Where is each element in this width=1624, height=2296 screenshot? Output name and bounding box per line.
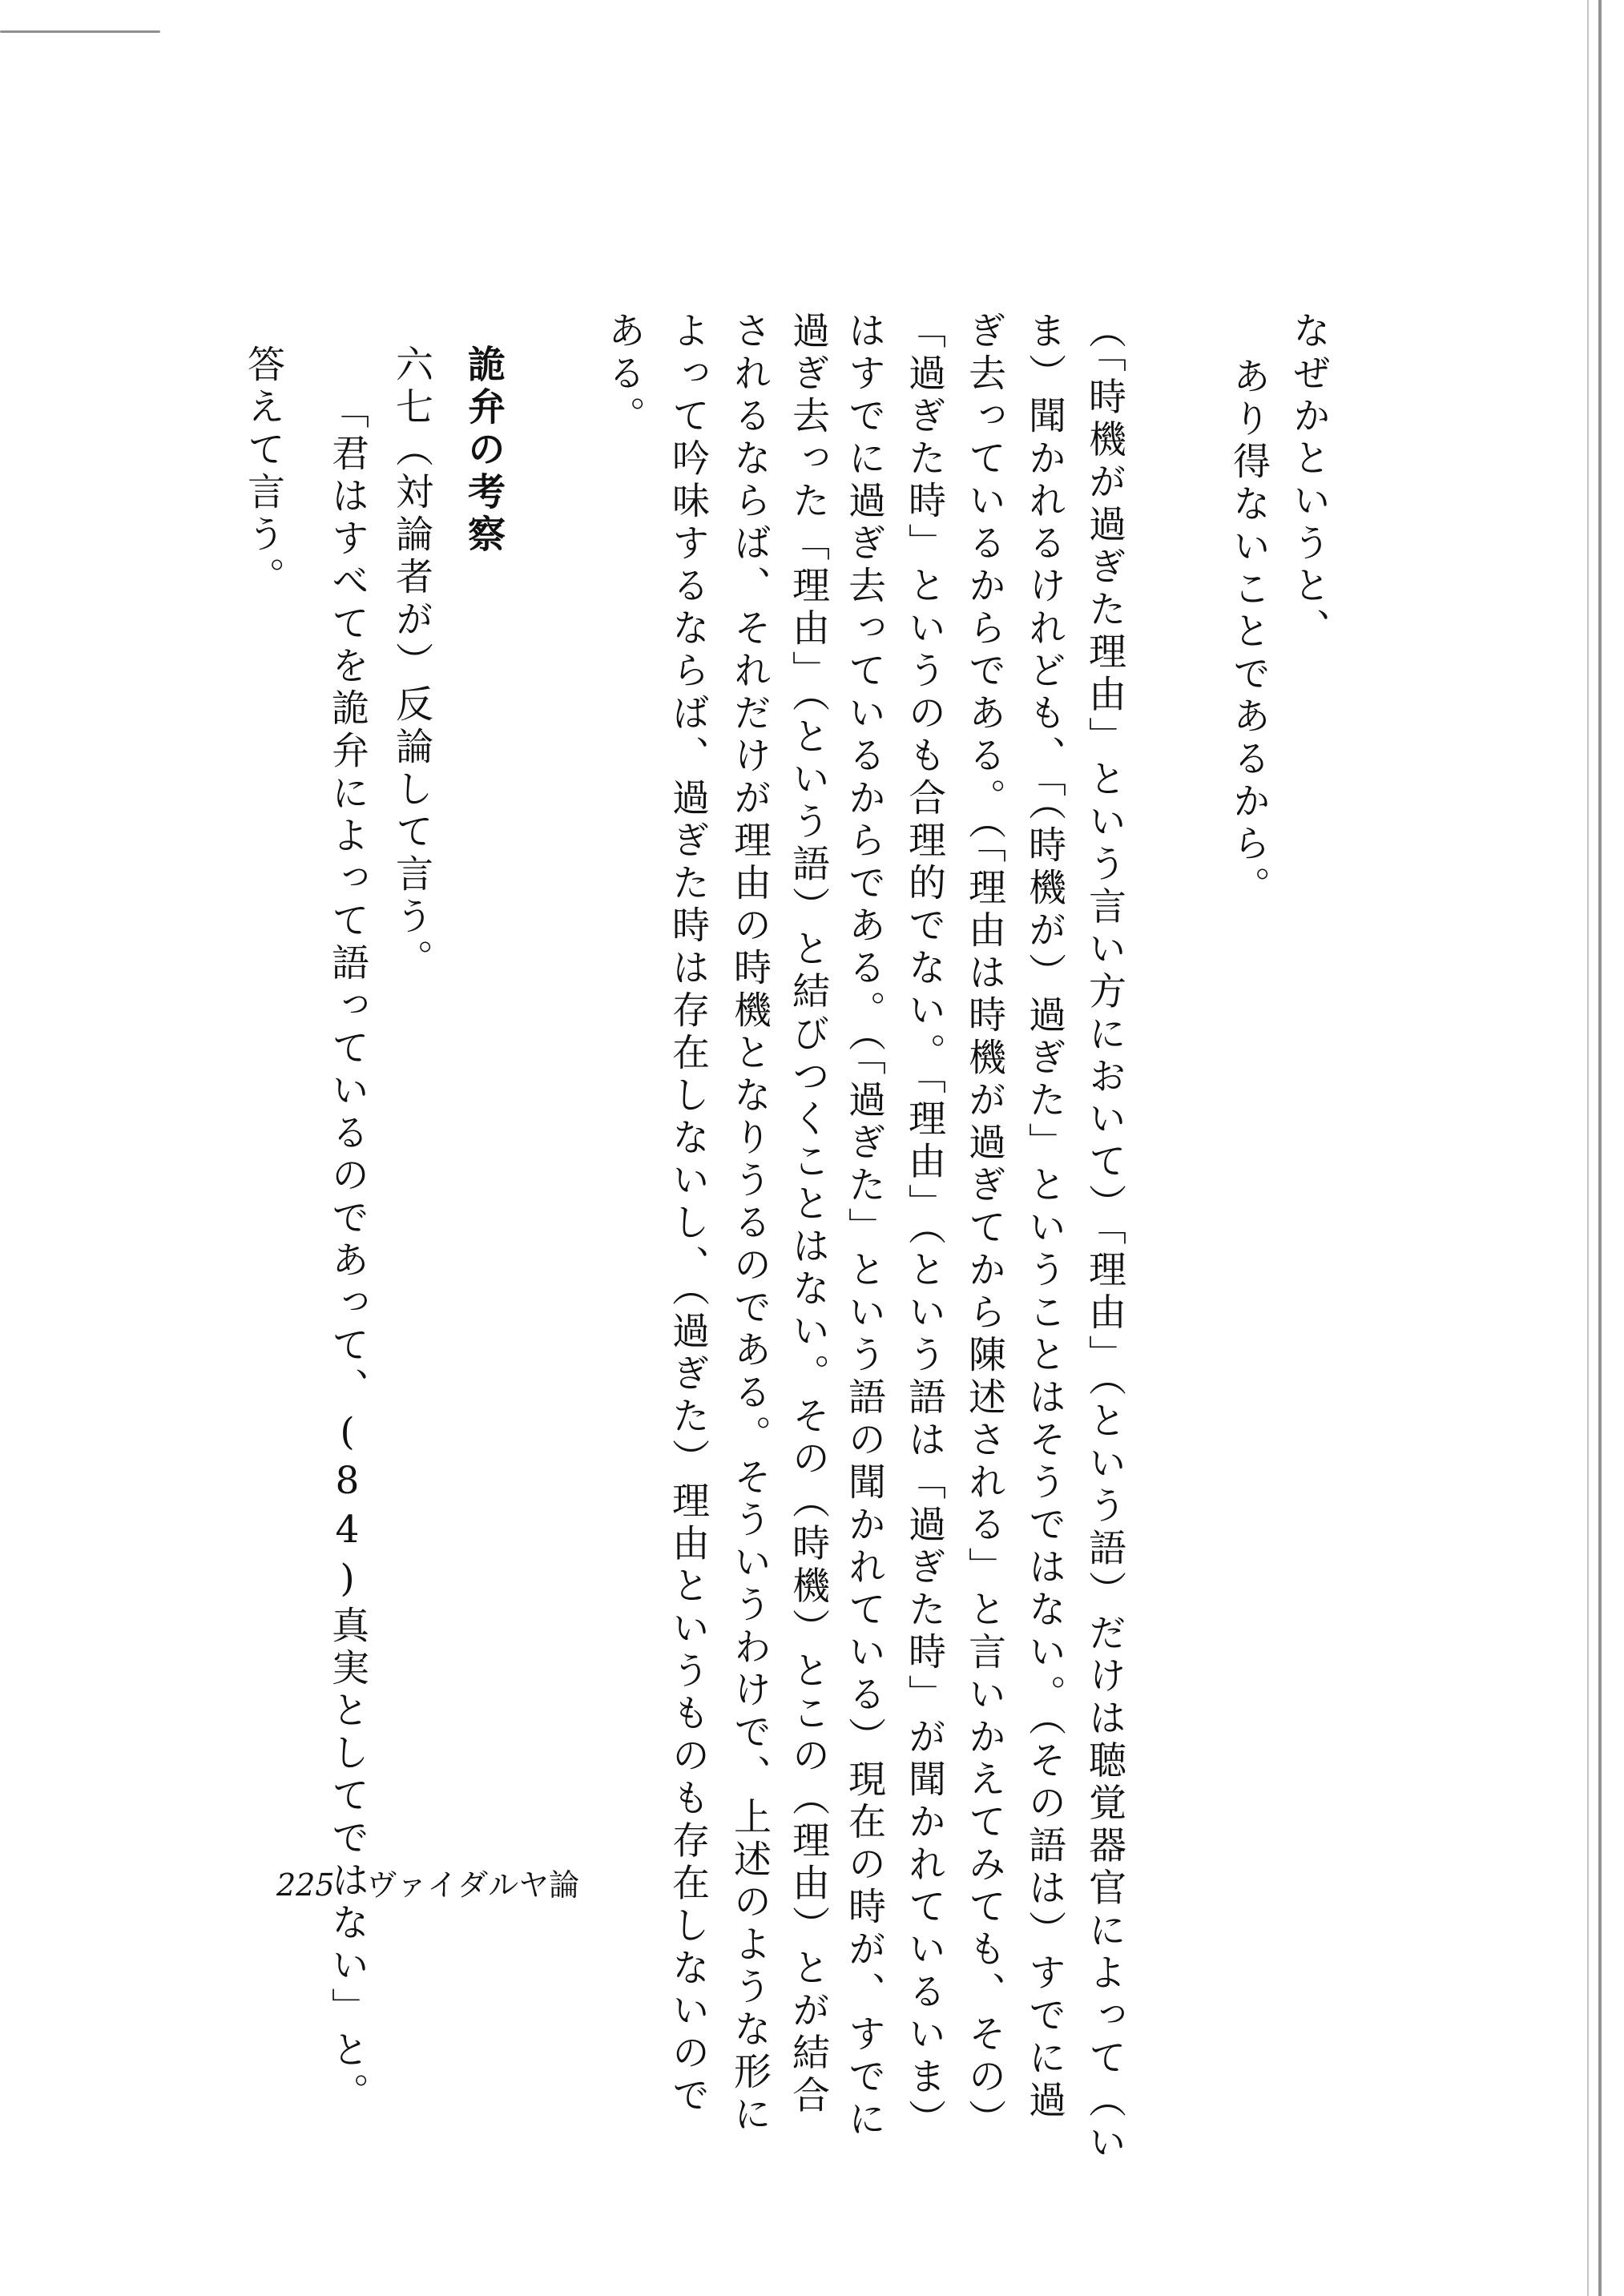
text-line: されるならば、それだけが理由の時機となりうるのである。そういうわけで、上述のような形に <box>727 311 772 2137</box>
section-heading: 詭弁の考察 <box>461 344 506 557</box>
section-line: 六七（対論者が）反論して言う。 <box>389 344 433 981</box>
text-line: ま）聞かれるけれども、「（時機が）過ぎた」ということはそうではない。（その語は）すでに過 <box>1022 311 1066 2123</box>
page-footer <box>276 1860 579 1904</box>
running-title: ヴァイダルヤ論 <box>366 1867 580 1903</box>
text-line: ある。 <box>602 311 646 438</box>
text-line: あり得ないことであるから。 <box>1227 356 1271 908</box>
page-edge <box>1598 0 1602 2296</box>
text-line: （「時機が過ぎた理由」という言い方において）「理由」（という語）だけは聴覚器官によって（い <box>1082 311 1126 2165</box>
text-line: 「過ぎた時」というのも合理的でない。「理由」（という語は「過ぎた時」が聞かれているいま） <box>902 311 946 2141</box>
section-line: 「君はすべてを詭弁によって語っているのであって、(84)真実としてではない」と。 <box>325 391 369 2115</box>
scan-artifact-line <box>0 30 160 33</box>
page-edge-shadow <box>1587 0 1589 2296</box>
text-line: 過ぎ去った「理由」（という語）と結びつくことはない。その（時機）とこの（理由）とが結合 <box>786 311 830 2118</box>
text-line: ぎ去っているからである。（「理由は時機が過ぎてから陳述される」と言いかえてみても、その） <box>962 311 1006 2141</box>
text-line: なぜかというと、 <box>1287 311 1331 651</box>
section-line: 答えて言う。 <box>241 344 285 599</box>
text-line: はすでに過ぎ去っているからである。（「過ぎた」という語の聞かれている）現在の時が、すでに <box>842 311 886 2141</box>
text-line: よって吟味するならば、過ぎた時は存在しないし、（過ぎた）理由というものも存在しないので <box>666 311 710 2118</box>
page-number: 225 <box>276 1867 335 1903</box>
